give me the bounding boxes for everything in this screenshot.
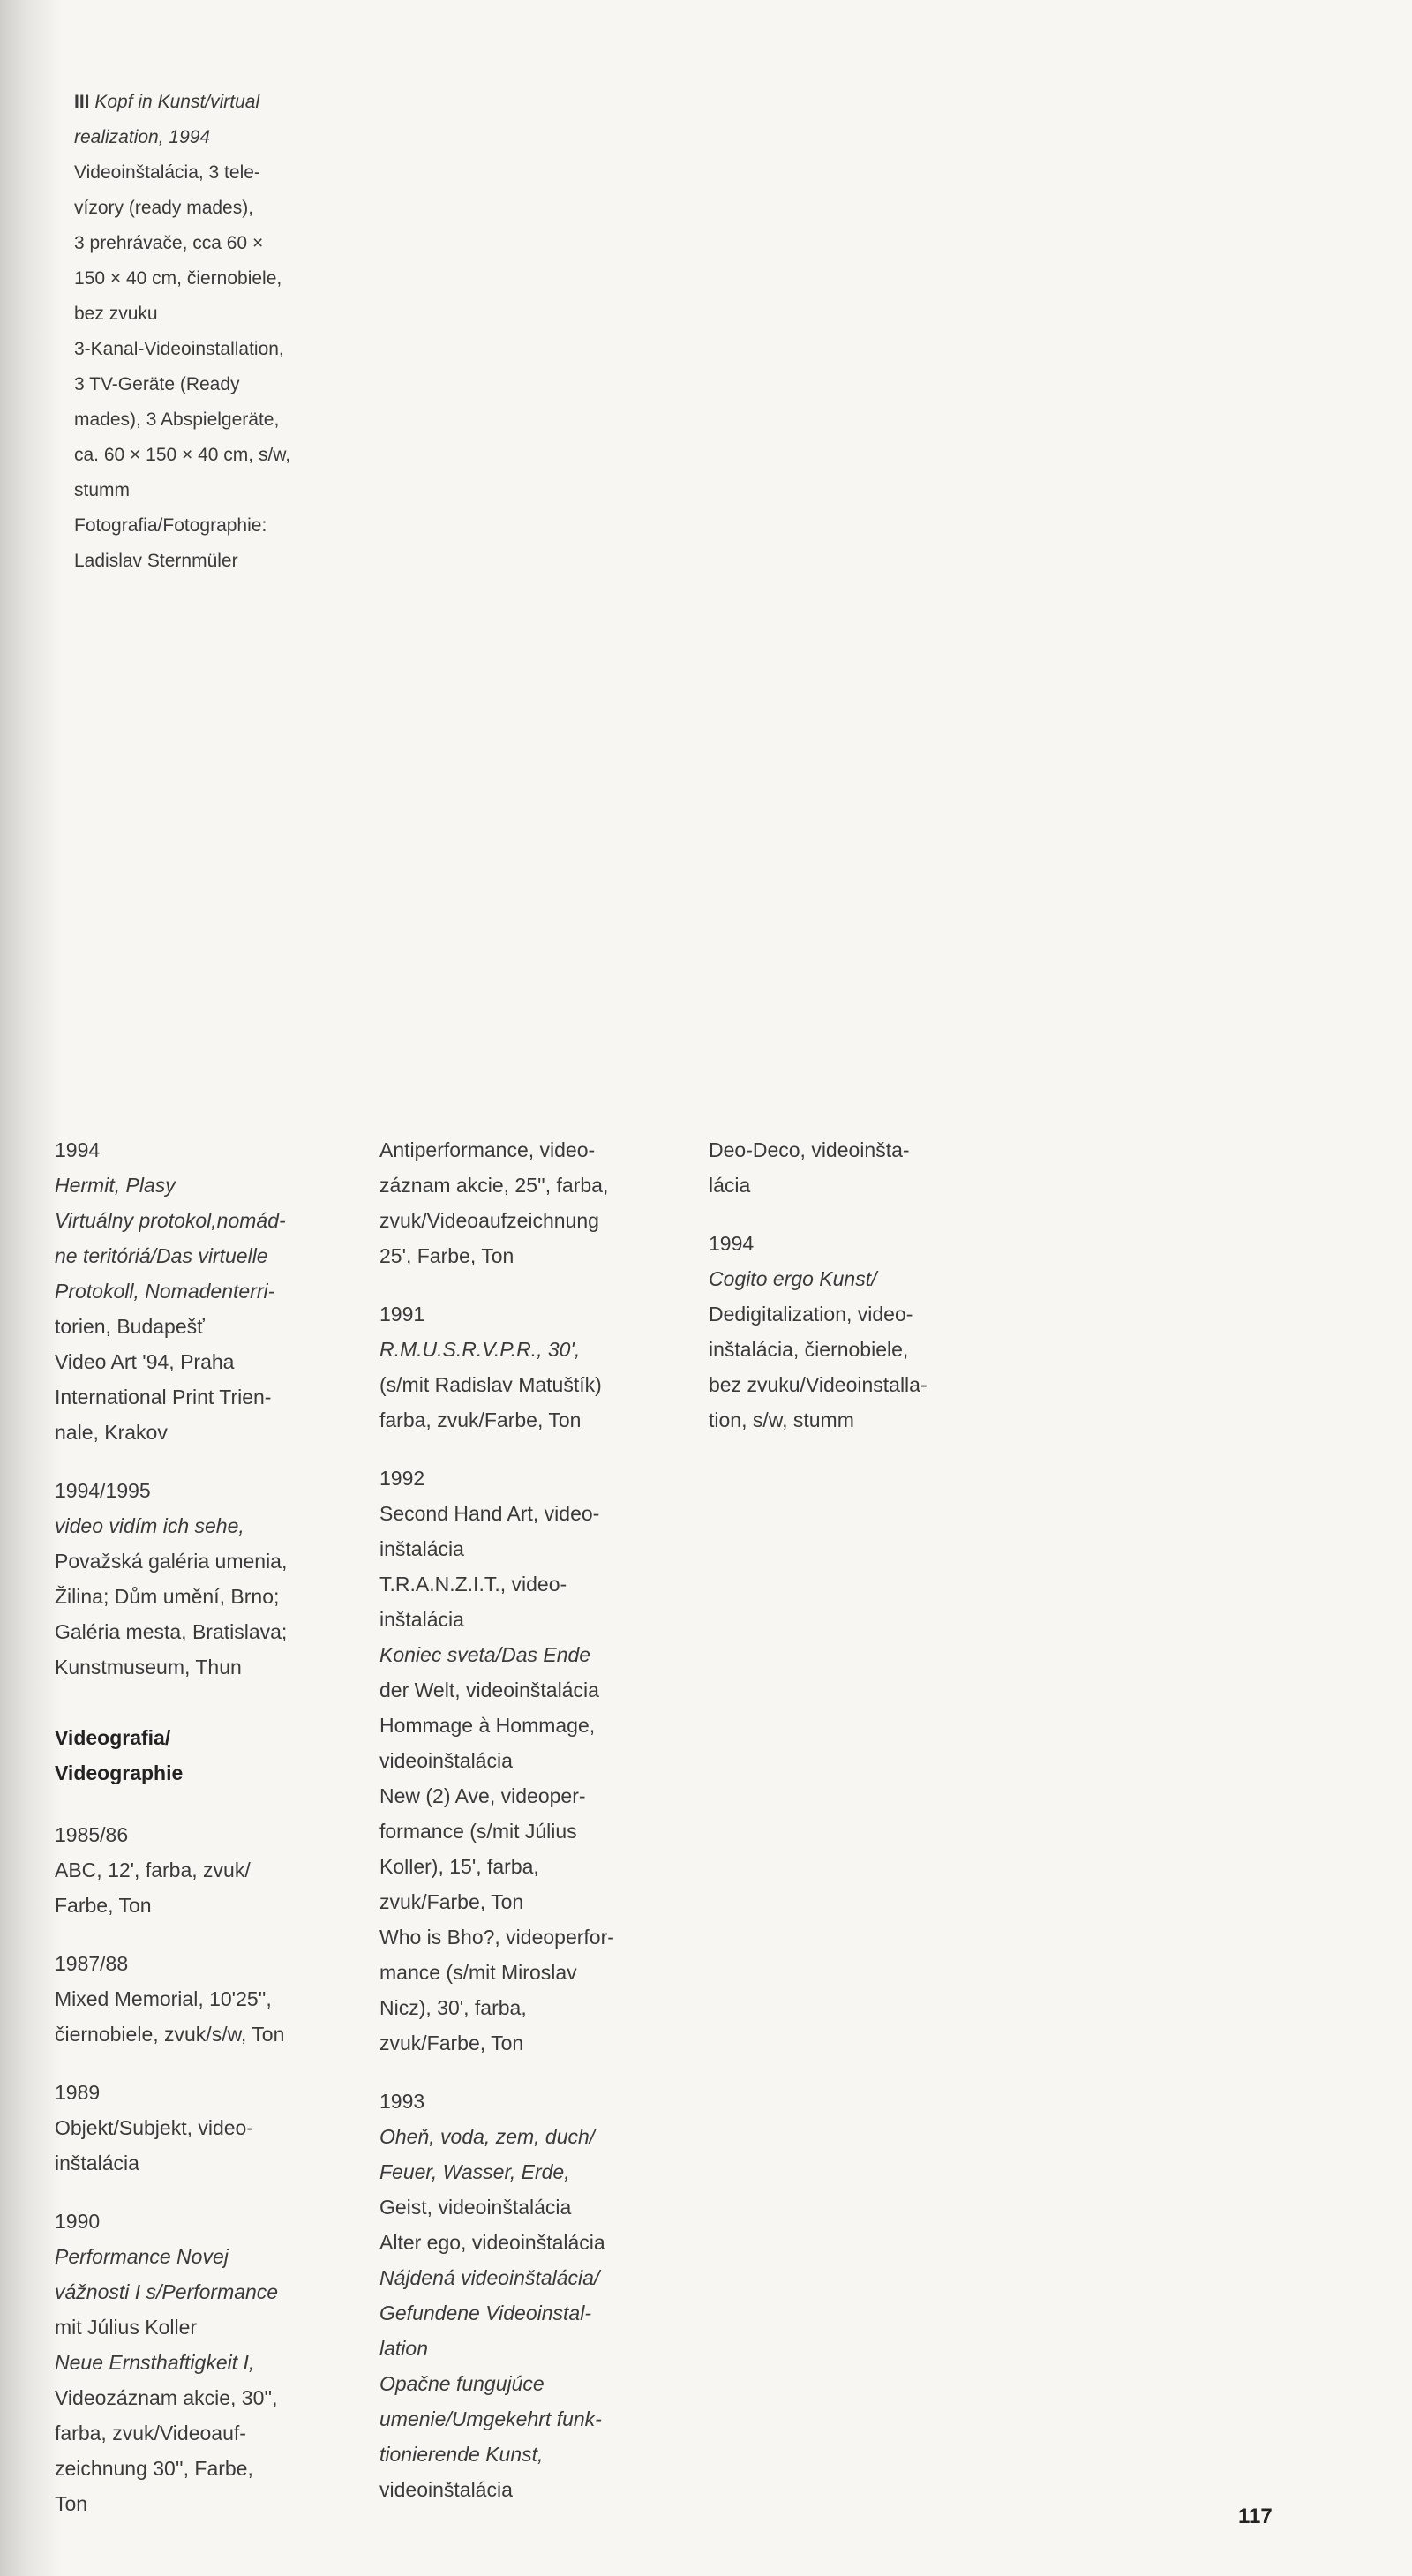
caption-line: 3 prehrávače, cca 60 × xyxy=(74,233,264,253)
video-entry-1994: 1994 Cogito ergo Kunst/ Dedigitalization, video- inštalácia, čiernobiele, bez zvuku/Videoinstalla- tion, s/w, stumm xyxy=(709,1232,928,1431)
video-entry-1985: 1985/86 ABC, 12', farba, zvuk/ Farbe, Ton xyxy=(55,1823,251,1917)
caption-line: 3 TV-Geräte (Ready xyxy=(74,374,240,394)
caption-line: Ladislav Sternmüler xyxy=(74,551,238,571)
caption-line: 150 × 40 cm, čiernobiele, xyxy=(74,268,282,289)
section-heading-videography: Videografia/ Videographie xyxy=(55,1726,184,1784)
caption-line: mades), 3 Abspielgeräte, xyxy=(74,409,280,430)
exhibition-entry-1994-1995: 1994/1995 video vidím ich sehe, Považská galéria umenia, Žilina; Dům umění, Brno; Galéria mesta, Bratislava; Kunstmuseum, Thun xyxy=(55,1479,288,1679)
video-entry-1992: 1992 Second Hand Art, video- inštalácia T.R.A.N.Z.I.T., video- inštalácia Koniec sveta/Das Ende der Welt, videoinštalácia Hommage à Hommage, videoinštalácia New (2) Ave, videoper- formance (s/mit Július Koller), 15', farba, zvuk/Farbe, Ton Who is Bho?, videoperfor- mance (s/mit Miroslav Nicz), 30', farba, zvuk/Farbe, Ton xyxy=(379,1467,614,2054)
video-entry-1987: 1987/88 Mixed Memorial, 10'25'', čiernobiele, zvuk/s/w, Ton xyxy=(55,1952,285,2046)
page-gutter-shadow xyxy=(0,0,62,2576)
caption-line: III Kopf in Kunst/virtual xyxy=(74,92,260,112)
text-column-3 xyxy=(709,1132,1009,1461)
caption-line: Videoinštalácia, 3 tele- xyxy=(74,162,260,183)
video-entry-deo-deco: Deo-Deco, videoinšta- lácia xyxy=(709,1138,910,1197)
caption-line: 3-Kanal-Videoinstallation, xyxy=(74,339,284,359)
text-column-1 xyxy=(55,1132,346,2544)
caption-line: Fotografia/Fotographie: xyxy=(74,515,267,536)
video-entry-1990: 1990 Performance Novej vážnosti I s/Performance mit Július Koller Neue Ernsthaftigkeit I, Videozáznam akcie, 30'', farba, zvuk/Videoauf- zeichnung 30'', Farbe, Ton xyxy=(55,2210,279,2515)
caption-line: bez zvuku xyxy=(74,304,158,324)
caption-line: stumm xyxy=(74,480,130,500)
text-column-2 xyxy=(379,1132,680,2530)
video-entry-1993: 1993 Oheň, voda, zem, duch/ Feuer, Wasser, Erde, Geist, videoinštalácia Alter ego, videoinštalácia Nájdená videoinštalácia/ Gefundene Videoinstal- lation Opačne fungujúce umenie/Umgekehrt funk- tionierende Kunst, videoinštalácia xyxy=(379,2090,605,2501)
exhibition-entry-1994: 1994 Hermit, Plasy Virtuálny protokol,nomád- ne teritóriá/Das virtuelle Protokoll, Nomadenterri- torien, Budapešť Video Art '94, Praha International Print Trien- nale, Krakov xyxy=(55,1138,286,1444)
caption-line: vízory (ready mades), xyxy=(74,198,254,218)
video-entry-1989: 1989 Objekt/Subjekt, video- inštalácia xyxy=(55,2081,254,2174)
video-entry-antiperformance: Antiperformance, video- záznam akcie, 25'', farba, zvuk/Videoaufzeichnung 25', Farbe, Ton xyxy=(379,1138,609,1267)
figure-caption xyxy=(74,85,357,579)
caption-line: realization, 1994 xyxy=(74,127,211,147)
video-entry-1991: 1991 R.M.U.S.R.V.P.R., 30', (s/mit Radislav Matuštík) farba, zvuk/Farbe, Ton xyxy=(379,1303,602,1431)
page-number: 117 xyxy=(1238,2505,1273,2528)
caption-line: ca. 60 × 150 × 40 cm, s/w, xyxy=(74,445,291,465)
